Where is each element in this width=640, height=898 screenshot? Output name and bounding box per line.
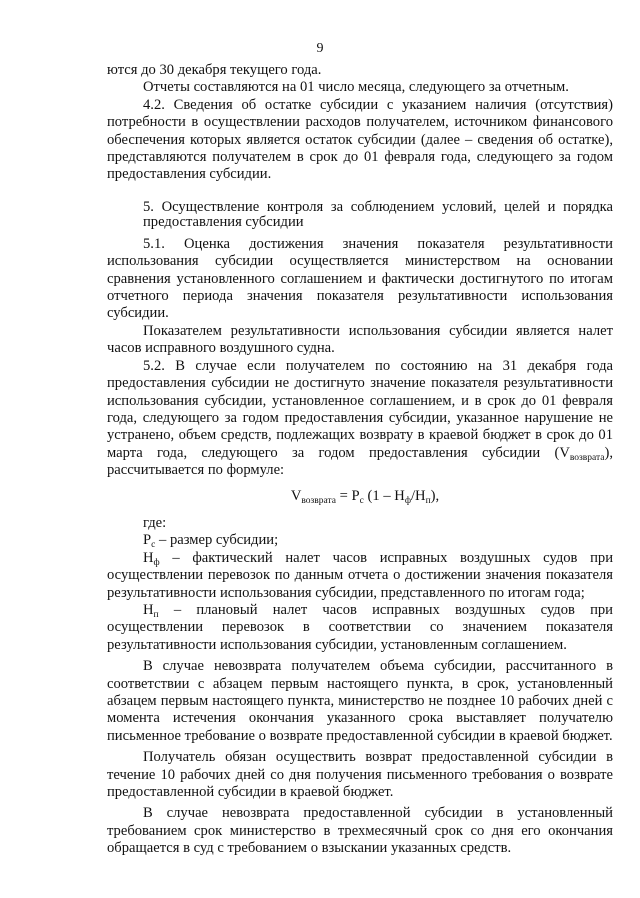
paragraph-5-2-main: 5.2. В случае если получателем по состоянию на 31 декабря года предоставления субсидии не достигнуто значение показателя результативности использования субсидии, установленное соглашением, и в срок до 01 февраля года, следующего за годом предоставления субсидии, указанное нарушение не устранено, объем средств, подлежащих возврату в краевой бюджет в срок до 01 марта года, следующего за годом предоставления субсидии (V — [107, 357, 613, 461]
paragraph-indicator: Показателем результативности использования субсидии является налет часов исправного воздушного судна. — [107, 322, 613, 357]
symbol-nf-sub: ф — [153, 557, 160, 568]
definition-pc — [107, 532, 613, 549]
symbol-nf: Н — [143, 549, 154, 566]
paragraph-5-2-sub: возврата — [569, 452, 605, 463]
formula-p: P — [351, 487, 360, 504]
formula-v-sub: возврата — [301, 495, 336, 506]
definition-nf-text: – фактический налет часов исправных воздушных судов при осуществлении перевозок по данным отчета о достижении значения показателя результативности использования субсидии, представленного по итогам года; — [107, 549, 613, 601]
definition-np — [107, 602, 613, 654]
formula — [107, 488, 613, 505]
symbol-pc: P — [143, 532, 152, 549]
paragraph-where: где: — [143, 514, 167, 531]
definition-pc-text: – размер субсидии; — [155, 532, 279, 549]
formula-open: (1 – — [363, 487, 395, 504]
formula-p-sub: c — [359, 495, 364, 506]
symbol-np: Н — [143, 601, 154, 618]
section-heading-5: 5. Осуществление контроля за соблюдением условий, целей и порядка предоставления субсидии — [143, 198, 613, 230]
paragraph-5-2 — [107, 358, 613, 480]
formula-np: Н — [415, 487, 426, 504]
paragraph-5-1: 5.1. Оценка достижения значения показателя результативности использования субсидии осуществляется министерством на основании сравнения установленного соглашением и фактически достигнутого по итогам отчетного периода значения показателя результативности использования субсидии. — [107, 235, 613, 322]
paragraph-obligation: Получатель обязан осуществить возврат предоставленной субсидии в течение 10 рабочих дней со дня получения письменного требования о возврате предоставленной субсидии в краевой бюджет. — [107, 749, 613, 801]
paragraph-continuation: ются до 30 декабря текущего года. — [107, 62, 322, 78]
document-body — [107, 62, 613, 858]
paragraph-court: В случае невозврата предоставленной субсидии в установленный требованием срок министерство в трехмесячный срок со дня его окончания обращается в суд с требованием о взыскании указанных средств. — [107, 805, 613, 857]
paragraph-5-2-end: ), рассчитывается по формуле: — [107, 444, 613, 479]
symbol-np-sub: п — [153, 609, 159, 620]
symbol-pc-sub: c — [151, 540, 156, 551]
formula-eq: = — [335, 487, 352, 504]
formula-close: ), — [430, 487, 440, 504]
formula-slash: / — [410, 487, 416, 504]
formula-nf: Н — [394, 487, 405, 504]
paragraph-nonreturn: В случае невозврата получателем объема субсидии, рассчитанного в соответствии с абзацем первым настоящего пункта, в срок, установленный абзацем первым настоящего пункта, министерство не позднее 10 рабочих дней с момента истечения окончания указанного срока выставляет получателю письменное требование о возврате предоставленной субсидии в краевой бюджет. — [107, 658, 613, 744]
formula-nf-sub: ф — [404, 495, 411, 506]
formula-v: V — [290, 487, 302, 504]
definition-nf — [107, 550, 613, 602]
paragraph-4-2: 4.2. Сведения об остатке субсидии с указанием наличия (отсутствия) потребности в осуществлении расходов получателем, источником финансового обеспечения которых является остаток субсидии (далее – сведения об остатке), представляются получателем в срок до 01 февраля года, следующего за годом предоставления субсидии. — [107, 96, 613, 183]
definition-np-text: – плановый налет часов исправных воздушных судов при осуществлении перевозок в соответствии со значением показателя результативности использования субсидии, установленным соглашением. — [107, 601, 613, 653]
page-number: 9 — [316, 41, 324, 56]
paragraph-reports: Отчеты составляются на 01 число месяца, следующего за отчетным. — [143, 79, 569, 96]
formula-np-sub: п — [425, 495, 431, 506]
